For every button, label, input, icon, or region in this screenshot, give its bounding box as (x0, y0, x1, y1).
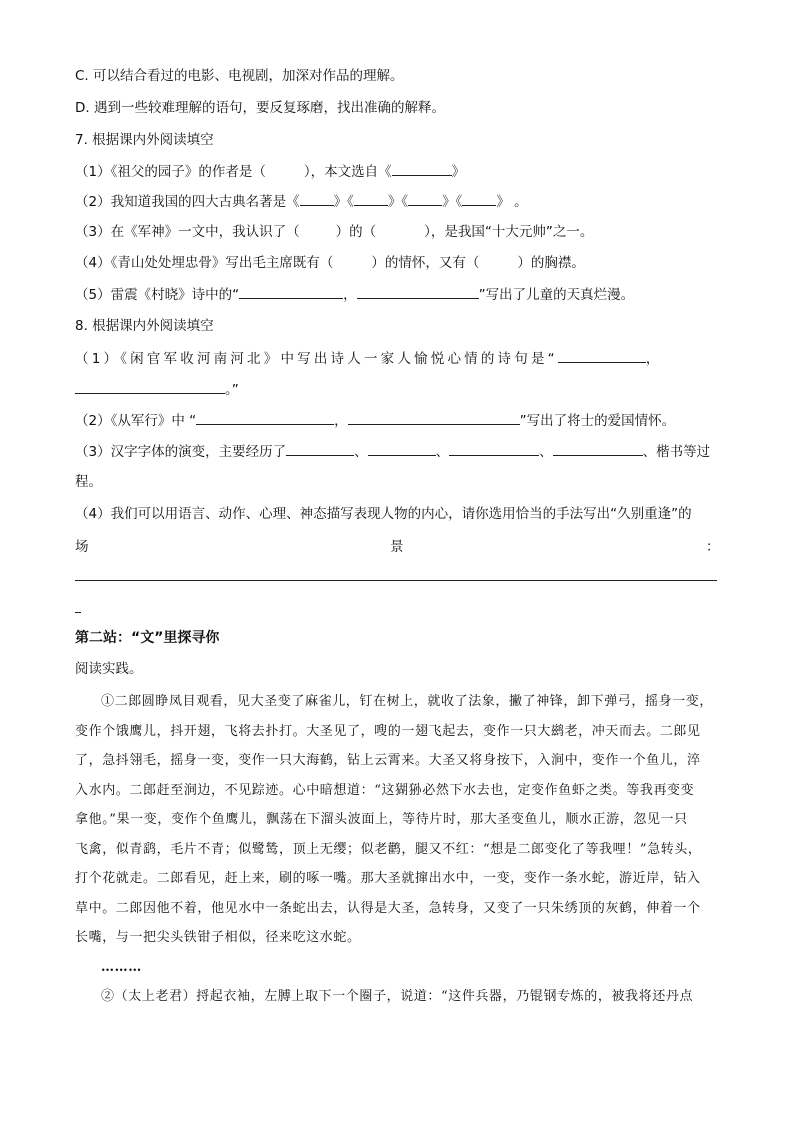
passage-line: 飞禽，似青鹞，毛片不青；似鹭鸶，顶上无缨；似老鹳，腿又不红：“想是二郎变化了等我哩！”急转头， (75, 841, 702, 857)
reading-intro: 阅读实践。 (75, 661, 143, 677)
reading-passage-1 (75, 687, 717, 1012)
blank[interactable] (348, 410, 520, 425)
question-8-3-cont: 程。 (75, 474, 102, 490)
question-8-4-word2: 景 (390, 539, 404, 555)
blank[interactable] (75, 379, 225, 394)
option-d: D. 遇到一些较难理解的语句，要反复琢磨，找出准确的解释。 (75, 100, 445, 116)
reading-passage-2: ②（太上老君）捋起衣袖，左膊上取下一个圈子，说道：“这件兵器，乃锟钢专炼的，被我将还丹点 (101, 989, 694, 1004)
blank[interactable] (354, 191, 388, 206)
passage-line: 入水内。二郎赶至涧边，不见踪迹。心中暗想道：“这猢狲必然下水去也，定变作鱼虾之类。等我再变变 (75, 782, 695, 798)
passage-line: 长嘴，与一把尖头铁钳子相似，径来吃这水蛇。 (75, 930, 361, 945)
ellipsis: ……… (101, 959, 142, 975)
question-8-1-cont: 。” (75, 379, 239, 400)
option-c: C. 可以结合看过的电影、电视剧，加深对作品的理解。 (75, 68, 404, 84)
question-7-1: （1）《祖父的园子》的作者是（ ），本文选自《 》 (75, 161, 465, 182)
blank[interactable] (196, 410, 334, 425)
question-8-1: （1）《闲官军收河南河北》中写出诗人一家人愉悦心情的诗句是“ ， (75, 348, 663, 369)
blank[interactable] (462, 191, 496, 206)
question-7-4: （4）《青山处处埋忠骨》写出毛主席既有（ ）的情怀，又有（ ）的胸襟。 (75, 255, 585, 271)
question-7-title: 7. 根据课内外阅读填空 (75, 132, 214, 148)
question-7-2: （2）我知道我国的四大古典名著是《 》《 》《 》《 》 。 (75, 191, 528, 212)
question-8-3: （3）汉字字体的演变，主要经历了 、 、 、 、楷书等过 (75, 441, 710, 462)
passage-line: 打个花就走。二郎看见，赶上来，刷的啄一嘴。那大圣就撺出水中，一变，变作一条水蛇，游近岸，钻入 (75, 871, 701, 886)
blank[interactable] (239, 284, 343, 299)
blank[interactable] (449, 441, 539, 456)
passage-line: 草中。二郎因他不着，他见水中一条蛇出去，认得是大圣，急转身，又变了一只朱绣顶的灰鹤，伸着一个 (75, 900, 701, 916)
question-7-3: （3）在《军神》一文中，我认识了（ ）的（ ），是我国“十大元帅”之一。 (75, 224, 594, 240)
question-8-title: 8. 根据课内外阅读填空 (75, 318, 214, 334)
blank[interactable] (368, 441, 436, 456)
answer-line-tail (75, 612, 81, 613)
blank[interactable] (553, 441, 643, 456)
passage-line: ①二郎圆睁凤目观看，见大圣变了麻雀儿，钉在树上，就收了法象，撇了神锋，卸下弹弓，摇身一变， (101, 694, 714, 709)
blank[interactable] (300, 191, 334, 206)
blank[interactable] (408, 191, 442, 206)
question-8-2: （2）《从军行》中 “ ， ”写出了将士的爱国情怀。 (75, 410, 675, 431)
answer-line[interactable] (75, 580, 717, 581)
blank[interactable] (286, 441, 354, 456)
blank[interactable] (558, 348, 646, 363)
passage-line: 拿他。”果一变，变作个鱼鹰儿，飘荡在下溜头波面上，等待片时，那大圣变鱼儿，顺水正游，忽见一只 (75, 812, 688, 827)
passage-line: 了，急抖翎毛，摇身一变，变作一只大海鹤，钻上云霄来。大圣又将身按下，入涧中，变作一个鱼儿，淬 (75, 753, 701, 768)
blank[interactable] (357, 284, 479, 299)
blank[interactable] (392, 161, 452, 176)
question-7-5: （5）雷震《村晓》诗中的“ ， ”写出了儿童的天真烂漫。 (75, 284, 634, 305)
question-8-4-word1: 场 (75, 539, 89, 555)
section-title: 第二站：“文”里探寻你 (75, 630, 220, 646)
passage-line: 变作个饿鹰儿，抖开翅，飞将去扑打。大圣见了，嗖的一翅飞起去，变作一只大鹚老，冲天而去。二郎见 (75, 723, 701, 739)
question-8-4: （4）我们可以用语言、动作、心理、神态描写表现人物的内心，请你选用恰当的手法写出“久别重逢”的 (75, 506, 692, 522)
question-8-4-word3: ： (706, 539, 720, 555)
